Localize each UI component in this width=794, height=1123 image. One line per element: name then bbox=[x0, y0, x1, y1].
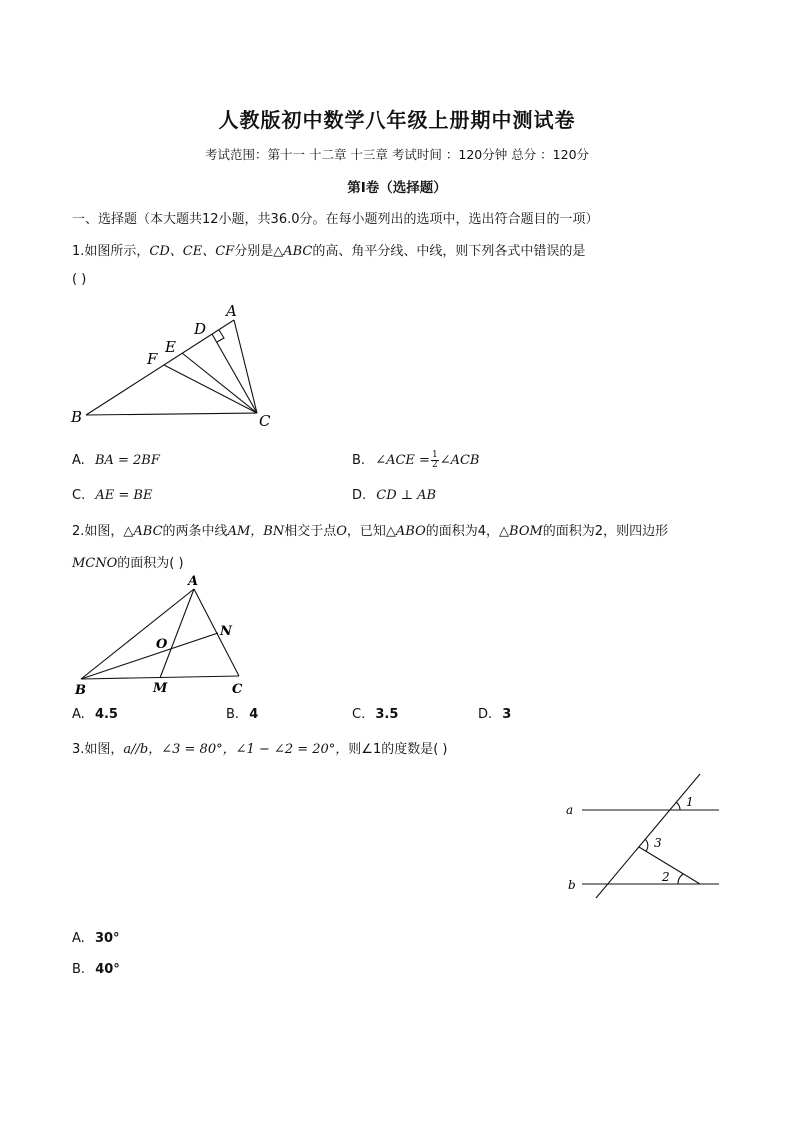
q1-stem-math2: △ABC bbox=[273, 244, 313, 259]
q3-option-a-text: 30° bbox=[94, 931, 120, 946]
q1-stem-mid: 分别是 bbox=[234, 244, 274, 259]
label-a: A bbox=[188, 574, 199, 589]
q2-option-c-text: 3.5 bbox=[375, 707, 399, 722]
question-1-stem bbox=[72, 240, 585, 259]
section-heading-text: 一、选择题（本大题共12小题，共36.0分。在每小题列出的选项中，选出符合题目的一项） bbox=[72, 212, 599, 227]
q3-option-a-label: A. bbox=[72, 931, 85, 946]
label-o: O bbox=[156, 637, 168, 652]
q3-option-b-text: 40° bbox=[95, 962, 120, 977]
label-a: A bbox=[226, 302, 237, 320]
q2-option-d-label: D. bbox=[478, 707, 493, 722]
q1-option-d-label: D. bbox=[352, 488, 367, 503]
q1-option-a-text: BA = 2BF bbox=[94, 453, 160, 468]
q2-option-a[interactable] bbox=[72, 707, 118, 722]
q1-option-d[interactable] bbox=[352, 488, 436, 503]
q3-s-b: a//b，∠3 = 80°，∠1 − ∠2 = 20°， bbox=[123, 742, 349, 757]
q2-option-c-label: C. bbox=[352, 707, 366, 722]
q2-s-j: △BOM bbox=[499, 524, 543, 539]
question-3-stem bbox=[72, 738, 448, 757]
label-n: N bbox=[220, 624, 232, 639]
q1-option-b-fraction bbox=[431, 451, 439, 470]
q3-s-c: 则∠1的度数是( ) bbox=[348, 742, 448, 757]
question-2-figure bbox=[66, 572, 266, 702]
angle-1-arc bbox=[676, 802, 680, 810]
q2-s-g: ，已知 bbox=[346, 524, 386, 539]
q1-option-a-label: A. bbox=[72, 453, 85, 468]
label-line-a: a bbox=[566, 803, 574, 817]
q2-s-e: 相交于点 bbox=[284, 524, 337, 539]
label-angle-1: 1 bbox=[686, 795, 694, 809]
q1-option-c-text: AE = BE bbox=[95, 488, 153, 503]
q2-s-d: AM，BN bbox=[227, 524, 285, 539]
label-b: B bbox=[75, 683, 86, 698]
q1-option-b[interactable] bbox=[352, 451, 479, 470]
q2-s2-b: 的面积为( ) bbox=[117, 556, 184, 571]
angle-3-arc bbox=[645, 839, 648, 851]
label-m: M bbox=[153, 681, 168, 696]
label-angle-3: 3 bbox=[654, 836, 662, 850]
page-title: 人教版初中数学八年级上册期中测试卷 bbox=[218, 108, 576, 132]
fraction-denominator: 2 bbox=[431, 460, 438, 470]
q2-s-i: 的面积为4， bbox=[425, 524, 500, 539]
median-bn bbox=[81, 633, 218, 679]
segment-ac bbox=[194, 589, 239, 676]
q1-stem-post: 的高、角平分线、中线，则下列各式中错误的是 bbox=[312, 244, 586, 259]
q2-option-c[interactable] bbox=[352, 707, 398, 722]
question-2-stem bbox=[72, 520, 668, 539]
q1-option-a[interactable] bbox=[72, 453, 160, 468]
q3-s-a: 3.如图， bbox=[72, 742, 124, 757]
label-f: F bbox=[147, 350, 158, 368]
q1-option-b-post: ∠ACB bbox=[439, 453, 480, 468]
label-angle-2: 2 bbox=[662, 870, 670, 884]
q2-s-k: 的面积为2，则四边形 bbox=[542, 524, 669, 539]
section-heading bbox=[72, 208, 599, 227]
q2-option-b[interactable] bbox=[226, 707, 258, 722]
q1-answer-bracket: ( ) bbox=[72, 272, 87, 287]
q2-s-a: 2.如图， bbox=[72, 524, 124, 539]
q1-option-b-pre: ∠ACE = bbox=[375, 453, 430, 468]
q2-s-f: O bbox=[336, 524, 347, 539]
segment-ce bbox=[182, 353, 257, 413]
exam-info: 考试范围：第十一 十二章 十三章 考试时间 ：120分钟 总分 ：120分 bbox=[204, 147, 590, 162]
fraction-numerator: 1 bbox=[431, 450, 438, 460]
segment-ac bbox=[234, 320, 257, 413]
q2-s-b: △ABC bbox=[123, 524, 163, 539]
q2-option-d[interactable] bbox=[478, 707, 511, 722]
label-e: E bbox=[165, 338, 176, 356]
q1-option-c-label: C. bbox=[72, 488, 86, 503]
question-3-figure bbox=[558, 766, 728, 906]
q3-option-b-label: B. bbox=[72, 962, 86, 977]
part-heading: 第I卷（选择题） bbox=[347, 180, 447, 196]
label-d: D bbox=[194, 320, 207, 338]
q1-stem-math: CD、CE、CF bbox=[149, 244, 235, 259]
q2-option-b-label: B. bbox=[226, 707, 240, 722]
segment-bc bbox=[86, 413, 257, 415]
label-c: C bbox=[232, 682, 243, 697]
q1-option-d-text: CD ⊥ AB bbox=[376, 488, 437, 503]
q1-option-b-label: B. bbox=[352, 453, 366, 468]
label-b: B bbox=[71, 408, 83, 426]
q2-s-c: 的两条中线 bbox=[162, 524, 228, 539]
q3-option-a[interactable] bbox=[72, 931, 120, 946]
q2-option-b-text: 4 bbox=[249, 707, 259, 722]
label-c: C bbox=[259, 412, 271, 430]
q2-option-a-label: A. bbox=[72, 707, 85, 722]
q2-s2-a: MCNO bbox=[72, 556, 118, 571]
angle-2-arc bbox=[678, 874, 683, 884]
q1-option-c[interactable] bbox=[72, 488, 152, 503]
q2-option-a-text: 4.5 bbox=[94, 707, 118, 722]
right-angle-mark bbox=[217, 330, 224, 342]
q2-option-d-text: 3 bbox=[502, 707, 512, 722]
question-1-figure bbox=[64, 300, 284, 435]
q1-stem-pre: 1.如图所示， bbox=[72, 244, 150, 259]
label-line-b: b bbox=[568, 878, 576, 892]
q3-option-b[interactable] bbox=[72, 962, 120, 977]
q2-s-h: △ABO bbox=[385, 524, 426, 539]
question-2-stem-line2 bbox=[72, 552, 184, 571]
transversal bbox=[596, 774, 700, 898]
